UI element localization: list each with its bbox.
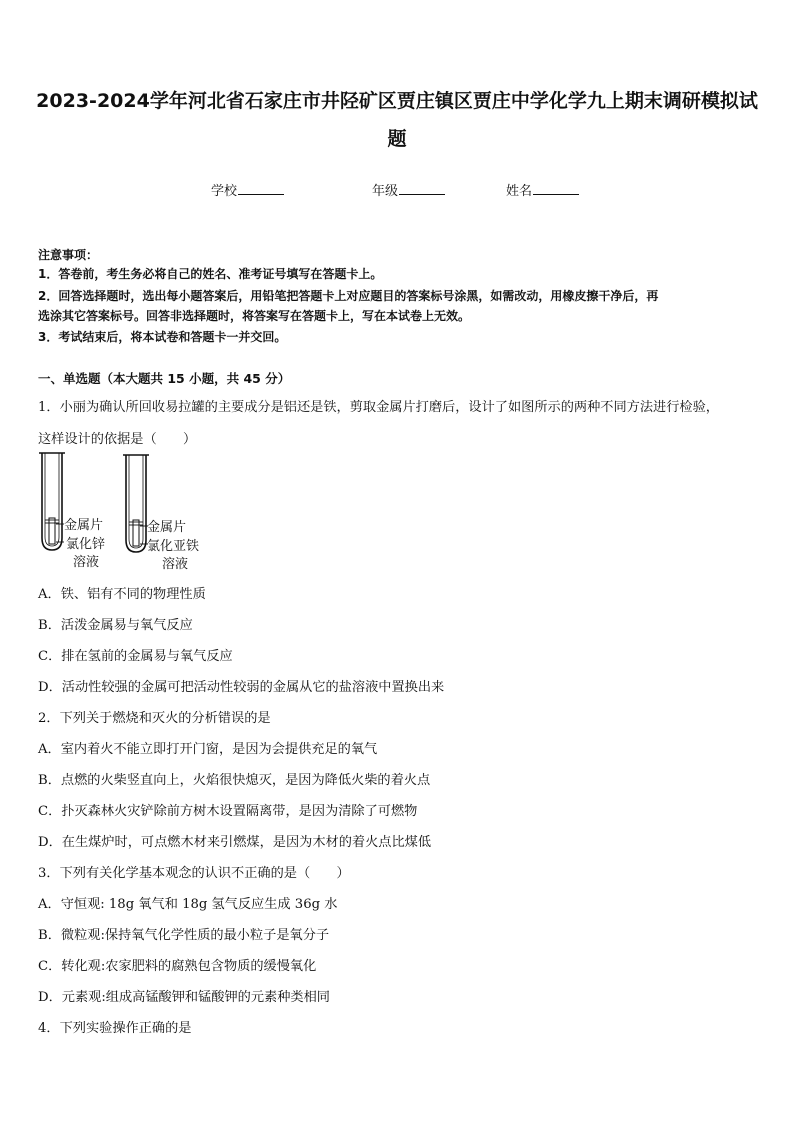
right-label-metal: 金属片 xyxy=(147,520,187,535)
school-label: 学校 xyxy=(211,184,238,199)
q1-option-c: C．排在氢前的金属易与氧气反应 xyxy=(38,649,233,664)
section-heading: 一、单选题（本大题共 15 小题，共 45 分） xyxy=(38,371,291,386)
notice-item-2a: 2．回答选择题时，选出每小题答案后，用铅笔把答题卡上对应题目的答案标号涂黑，如需改动，用橡皮擦干净后，再 xyxy=(38,289,659,303)
q3-stem: 3．下列有关化学基本观念的认识不正确的是（ ） xyxy=(38,866,350,881)
grade-field xyxy=(372,180,445,199)
exam-title-line1: 2023-2024学年河北省石家庄市井陉矿区贾庄镇区贾庄中学化学九上期末调研模拟试 xyxy=(36,90,758,112)
q4-stem: 4．下列实验操作正确的是 xyxy=(38,1021,192,1036)
name-blank xyxy=(533,182,579,195)
test-tubes-diagram xyxy=(36,450,226,575)
exam-title-line2: 题 xyxy=(387,128,407,150)
q3-option-d: D．元素观:组成高锰酸钾和锰酸钾的元素种类相同 xyxy=(38,990,330,1005)
q1-option-d: D．活动性较强的金属可把活动性较弱的金属从它的盐溶液中置换出来 xyxy=(38,680,445,695)
school-field xyxy=(211,180,284,199)
notice-item-1: 1．答卷前，考生务必将自己的姓名、准考证号填写在答题卡上。 xyxy=(38,267,383,281)
q2-option-d: D．在生煤炉时，可点燃木材来引燃煤，是因为木材的着火点比煤低 xyxy=(38,835,432,850)
school-blank xyxy=(238,182,284,195)
left-label-metal: 金属片 xyxy=(64,518,104,533)
q3-option-a: A．守恒观: 18g 氧气和 18g 氢气反应生成 36g 水 xyxy=(38,897,338,912)
left-label-solution-2: 溶液 xyxy=(73,555,100,570)
q3-option-b: B．微粒观:保持氧气化学性质的最小粒子是氧分子 xyxy=(38,928,330,943)
q1-option-a: A．铁、铝有不同的物理性质 xyxy=(38,587,206,602)
left-label-solution: 氯化锌 xyxy=(66,537,106,552)
left-test-tube xyxy=(39,453,65,550)
grade-label: 年级 xyxy=(372,184,399,199)
q3-option-c: C．转化观:农家肥料的腐熟包含物质的缓慢氧化 xyxy=(38,959,317,974)
notice-item-3: 3．考试结束后，将本试卷和答题卡一并交回。 xyxy=(38,330,287,344)
q2-option-a: A．室内着火不能立即打开门窗，是因为会提供充足的氧气 xyxy=(38,742,378,757)
q1-stem-line1: 1．小丽为确认所回收易拉罐的主要成分是铝还是铁，剪取金属片打磨后，设计了如图所示的两种不同方法进行检验， xyxy=(38,400,719,415)
right-test-tube xyxy=(123,455,149,552)
notice-item-2b: 选涂其它答案标号。回答非选择题时，将答案写在答题卡上，写在本试卷上无效。 xyxy=(38,309,471,323)
q1-test-tube-figure xyxy=(36,450,226,575)
right-label-solution: 氯化亚铁 xyxy=(147,539,200,554)
right-label-solution-2: 溶液 xyxy=(162,557,189,572)
notice-heading: 注意事项： xyxy=(38,248,99,262)
q1-stem-line2: 这样设计的依据是（ ） xyxy=(38,432,197,447)
name-label: 姓名 xyxy=(506,184,533,199)
q2-option-c: C．扑灭森林火灾铲除前方树木设置隔离带，是因为清除了可燃物 xyxy=(38,804,418,819)
grade-blank xyxy=(399,182,445,195)
q1-option-b: B．活泼金属易与氧气反应 xyxy=(38,618,193,633)
q2-stem: 2．下列关于燃烧和灭火的分析错误的是 xyxy=(38,711,271,726)
name-field xyxy=(506,180,579,199)
q2-option-b: B．点燃的火柴竖直向上，火焰很快熄灭，是因为降低火柴的着火点 xyxy=(38,773,431,788)
